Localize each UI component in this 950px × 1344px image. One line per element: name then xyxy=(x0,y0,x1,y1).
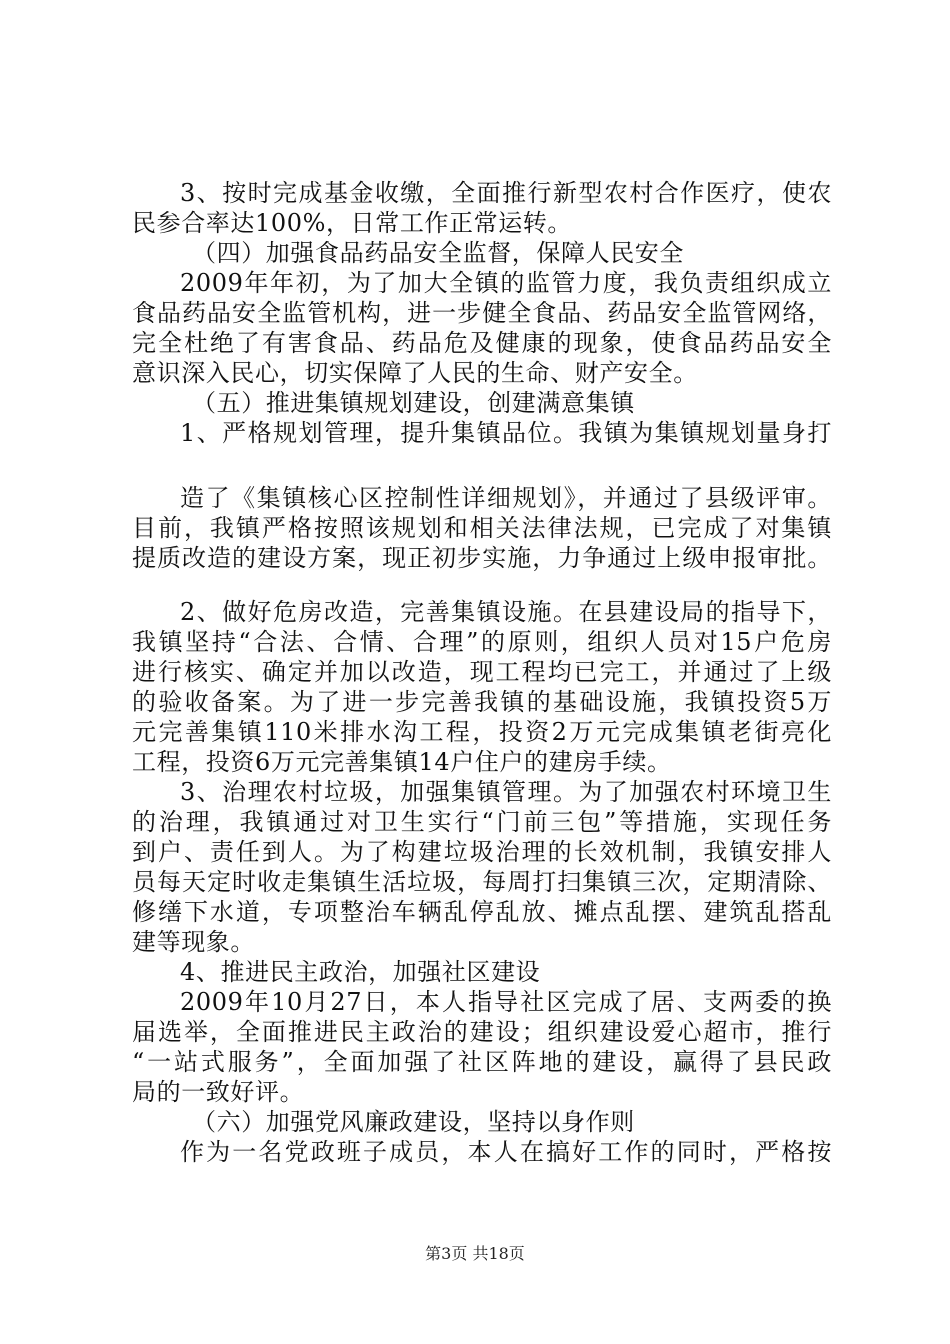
paragraph-line: 进行核实、确定并加以改造，现工程均已完工，并通过了上级 xyxy=(132,658,832,686)
paragraph-line: 3、治理农村垃圾，加强集镇管理。为了加强农村环境卫生 xyxy=(180,778,832,806)
paragraph-line: 作为一名党政班子成员，本人在搞好工作的同时，严格按 xyxy=(180,1138,832,1166)
paragraph-line: 意识深入民心，切实保障了人民的生命、财产安全。 xyxy=(132,359,698,387)
section-heading: （六）加强党风廉政建设，坚持以身作则 xyxy=(192,1108,635,1136)
section-heading: （四）加强食品药品安全监督，保障人民安全 xyxy=(192,239,684,267)
paragraph-line: 2009年年初，为了加大全镇的监管力度，我负责组织成立 xyxy=(180,269,832,297)
paragraph-line: 1、严格规划管理，提升集镇品位。我镇为集镇规划量身打 xyxy=(180,419,832,447)
paragraph-line: 工程，投资6万元完善集镇14户住户的建房手续。 xyxy=(132,748,672,776)
text-block-1 xyxy=(132,178,832,448)
page-number-footer: 第3页 共18页 xyxy=(425,1244,525,1263)
section-heading: 4、推进民主政治，加强社区建设 xyxy=(180,958,541,986)
paragraph-line: 2009年10月27日，本人指导社区完成了居、支两委的换 xyxy=(180,988,832,1016)
paragraph-line: 届选举，全面推进民主政治的建设；组织建设爱心超市，推行 xyxy=(132,1018,832,1046)
paragraph-line: 完全杜绝了有害食品、药品危及健康的现象，使食品药品安全 xyxy=(132,329,832,357)
paragraph-line: 我镇坚持“合法、合情、合理”的原则，组织人员对15户危房 xyxy=(132,628,832,656)
paragraph-line: 局的一致好评。 xyxy=(132,1078,305,1106)
paragraph-line: 提质改造的建设方案，现正初步实施，力争通过上级申报审批。 xyxy=(132,544,832,572)
paragraph-line: 的验收备案。为了进一步完善我镇的基础设施，我镇投资5万 xyxy=(132,688,832,716)
paragraph-line: “一站式服务”，全面加强了社区阵地的建设，赢得了县民政 xyxy=(132,1048,832,1076)
text-block-3 xyxy=(132,597,832,1167)
paragraph-line: 食品药品安全监管机构，进一步健全食品、药品安全监管网络， xyxy=(132,299,832,327)
section-heading: （五）推进集镇规划建设，创建满意集镇 xyxy=(192,389,635,417)
paragraph-line: 3、按时完成基金收缴，全面推行新型农村合作医疗，使农 xyxy=(180,179,832,207)
paragraph-line: 员每天定时收走集镇生活垃圾，每周打扫集镇三次，定期清除、 xyxy=(132,868,832,896)
paragraph-line: 造了《集镇核心区控制性详细规划》，并通过了县级评审。 xyxy=(180,484,832,512)
paragraph-line: 目前，我镇严格按照该规划和相关法律法规，已完成了对集镇 xyxy=(132,514,832,542)
paragraph-line: 到户、责任到人。为了构建垃圾治理的长效机制，我镇安排人 xyxy=(132,838,832,866)
paragraph-line: 2、做好危房改造，完善集镇设施。在县建设局的指导下， xyxy=(180,598,832,626)
paragraph-line: 元完善集镇110米排水沟工程，投资2万元完成集镇老街亮化 xyxy=(132,718,832,746)
paragraph-line: 的治理，我镇通过对卫生实行“门前三包”等措施，实现任务 xyxy=(132,808,832,836)
paragraph-line: 建等现象。 xyxy=(132,928,255,956)
paragraph-line: 修缮下水道，专项整治车辆乱停乱放、摊点乱摆、建筑乱搭乱 xyxy=(132,898,832,926)
paragraph-line: 民参合率达100%，日常工作正常运转。 xyxy=(132,209,573,237)
text-block-2 xyxy=(132,483,832,573)
